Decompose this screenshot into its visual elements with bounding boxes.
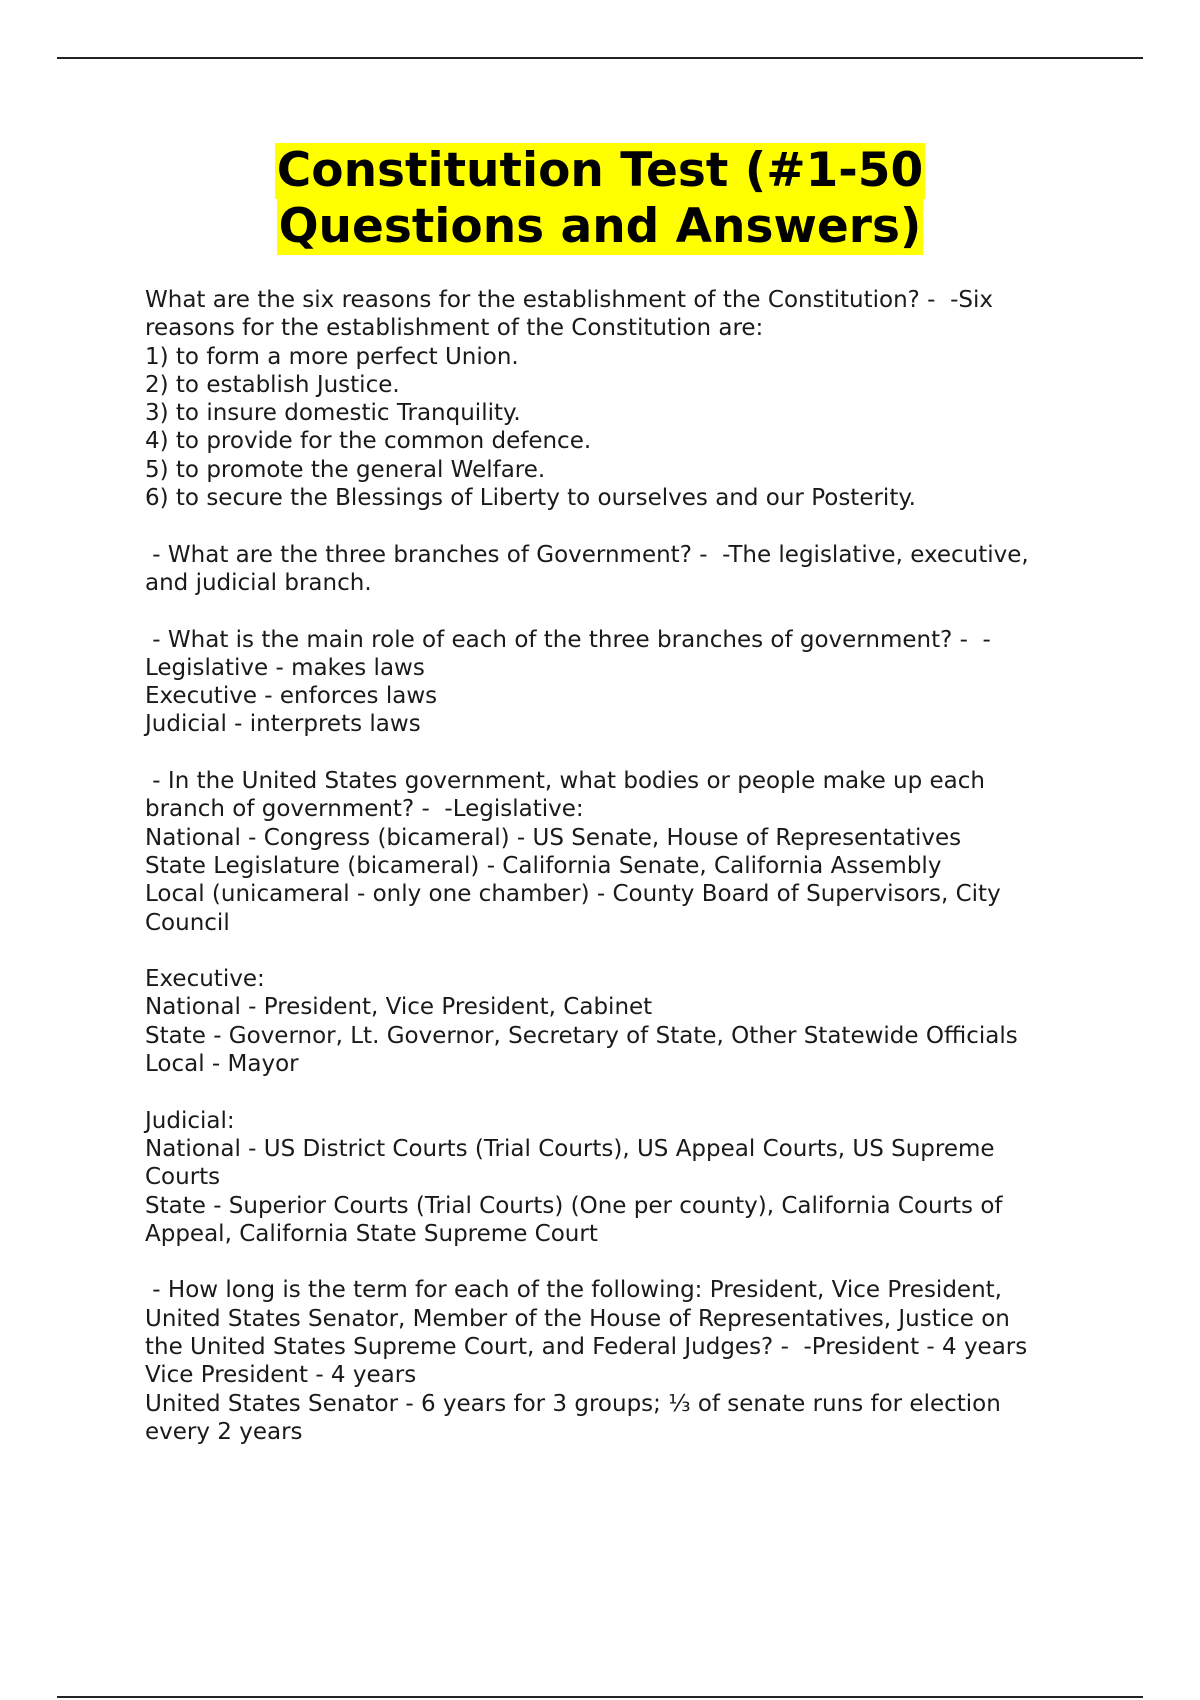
text-line: 5) to promote the general Welfare. [145, 456, 546, 483]
blank-line [145, 739, 1095, 767]
blank-line [145, 937, 1095, 965]
text-line: Judicial: [145, 1107, 235, 1134]
text-line: 6) to secure the Blessings of Liberty to ourselves and our Posterity. [145, 485, 916, 512]
text-line: 3) to insure domestic Tranquility. [145, 400, 521, 427]
title-line-1: Constitution Test (#1-50 [276, 143, 924, 198]
text-line: State - Governor, Lt. Governor, Secretary of State, Other Statewide Officials [145, 1022, 1018, 1049]
text-line: Courts [145, 1164, 221, 1191]
text-line: - In the United States government, what bodies or people make up each [145, 768, 985, 795]
text-line: Local - Mayor [145, 1051, 299, 1078]
text-line: Council [145, 909, 230, 936]
text-line: - How long is the term for each of the following: President, Vice President, [145, 1277, 1002, 1304]
text-line: the United States Supreme Court, and Federal Judges? - -President - 4 years [145, 1333, 1028, 1360]
text-line: - What are the three branches of Government? - -The legislative, executive, [145, 541, 1029, 568]
text-line: Executive - enforces laws [145, 683, 438, 710]
text-line: reasons for the establishment of the Constitution are: [145, 315, 764, 342]
text-line: Local (unicameral - only one chamber) - County Board of Supervisors, City [145, 881, 1001, 908]
text-line: Legislative - makes laws [145, 654, 425, 681]
text-line: Vice President - 4 years [145, 1362, 417, 1389]
page-title [0, 143, 1200, 255]
text-line: State - Superior Courts (Trial Courts) (One per county), California Courts of [145, 1192, 1003, 1219]
top-divider [57, 57, 1143, 59]
text-line: every 2 years [145, 1418, 303, 1445]
blank-line [145, 597, 1095, 625]
text-line: United States Senator - 6 years for 3 groups; ⅓ of senate runs for election [145, 1390, 1001, 1417]
text-line: and judicial branch. [145, 569, 372, 596]
text-line: Appeal, California State Supreme Court [145, 1220, 598, 1247]
blank-line [145, 1078, 1095, 1106]
text-line: What are the six reasons for the establishment of the Constitution? - -Six [145, 287, 993, 313]
text-line: Judicial - interprets laws [145, 711, 421, 738]
text-line: National - US District Courts (Trial Courts), US Appeal Courts, US Supreme [145, 1135, 995, 1162]
document-body [145, 286, 1095, 1446]
blank-line [145, 512, 1095, 540]
text-line: State Legislature (bicameral) - California Senate, California Assembly [145, 852, 942, 879]
blank-line [145, 1248, 1095, 1276]
text-line: 2) to establish Justice. [145, 371, 400, 398]
text-line: United States Senator, Member of the House of Representatives, Justice on [145, 1305, 1010, 1332]
text-line: Executive: [145, 966, 265, 993]
title-line-2: Questions and Answers) [278, 199, 922, 254]
text-line: National - President, Vice President, Cabinet [145, 994, 653, 1021]
text-line: 4) to provide for the common defence. [145, 428, 592, 455]
text-line: National - Congress (bicameral) - US Senate, House of Representatives [145, 824, 962, 851]
text-line: 1) to form a more perfect Union. [145, 343, 519, 370]
text-line: - What is the main role of each of the three branches of government? - - [145, 626, 991, 653]
bottom-divider [57, 1696, 1143, 1698]
text-line: branch of government? - -Legislative: [145, 796, 584, 823]
